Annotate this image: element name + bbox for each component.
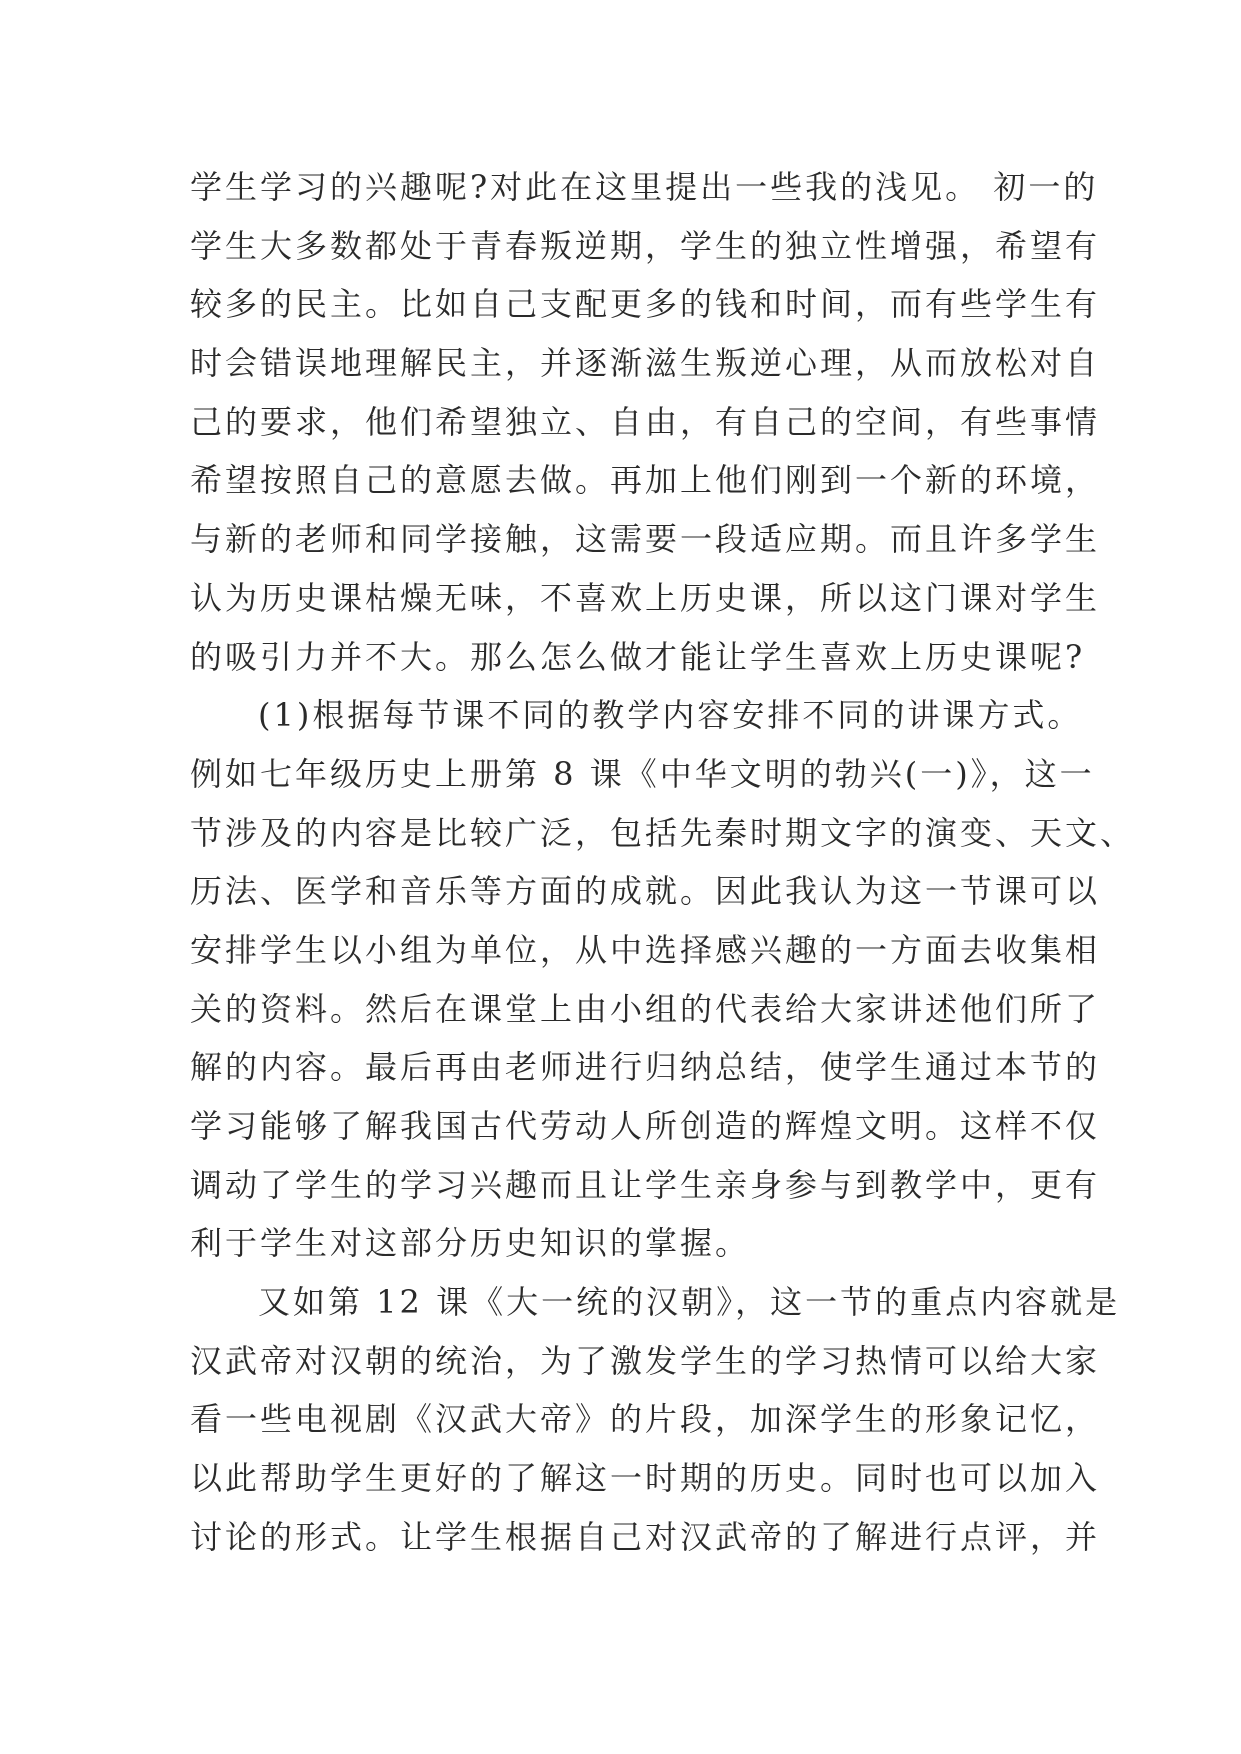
text-line: 时会错误地理解民主，并逐渐滋生叛逆心理，从而放松对自 bbox=[190, 344, 1101, 383]
text-line: 历法、医学和音乐等方面的成就。因此我认为这一节课可以 bbox=[190, 872, 1101, 911]
text-line: 利于学生对这部分历史知识的掌握。 bbox=[190, 1224, 751, 1263]
text-line: 学生学习的兴趣呢?对此在这里提出一些我的浅见。 初一的 bbox=[190, 168, 1099, 206]
text-line: 的吸引力并不大。那么怎么做才能让学生喜欢上历史课呢? bbox=[190, 637, 1086, 676]
text-line: 学生大多数都处于青春叛逆期，学生的独立性增强，希望有 bbox=[190, 226, 1101, 265]
text-line: 又如第 12 课《大一统的汉朝》，这一节的重点内容就是 bbox=[258, 1283, 1121, 1322]
text-line: 节涉及的内容是比较广泛，包括先秦时期文字的演变、天文、 bbox=[190, 813, 1136, 852]
text-line: 以此帮助学生更好的了解这一时期的历史。同时也可以加入 bbox=[190, 1459, 1101, 1498]
text-line: 安排学生以小组为单位，从中选择感兴趣的一方面去收集相 bbox=[190, 930, 1101, 969]
text-line: 看一些电视剧《汉武大帝》的片段，加深学生的形象记忆， bbox=[190, 1400, 1101, 1439]
text-line: 学习能够了解我国古代劳动人所创造的辉煌文明。这样不仅 bbox=[190, 1107, 1101, 1145]
text-line: 讨论的形式。让学生根据自己对汉武帝的了解进行点评，并 bbox=[190, 1517, 1101, 1556]
text-line: 与新的老师和同学接触，这需要一段适应期。而且许多学生 bbox=[190, 520, 1101, 559]
text-line: 认为历史课枯燥无味，不喜欢上历史课，所以这门课对学生 bbox=[190, 578, 1101, 617]
body-text bbox=[190, 158, 1136, 1567]
text-line: 希望按照自己的意愿去做。再加上他们刚到一个新的环境， bbox=[190, 461, 1101, 500]
text-line: 例如七年级历史上册第 8 课《中华文明的勃兴(一)》，这一 bbox=[190, 754, 1095, 793]
text-line: 调动了学生的学习兴趣而且让学生亲身参与到教学中，更有 bbox=[190, 1165, 1101, 1204]
text-line: 己的要求，他们希望独立、自由，有自己的空间，有些事情 bbox=[190, 402, 1101, 441]
text-line: 关的资料。然后在课堂上由小组的代表给大家讲述他们所了 bbox=[190, 989, 1101, 1028]
text-line: 汉武帝对汉朝的统治，为了激发学生的学习热情可以给大家 bbox=[190, 1341, 1101, 1380]
text-line: 解的内容。最后再由老师进行归纳总结，使学生通过本节的 bbox=[190, 1048, 1101, 1087]
text-line: (1)根据每节课不同的教学内容安排不同的讲课方式。 bbox=[258, 696, 1083, 735]
text-line: 较多的民主。比如自己支配更多的钱和时间，而有些学生有 bbox=[190, 285, 1101, 324]
